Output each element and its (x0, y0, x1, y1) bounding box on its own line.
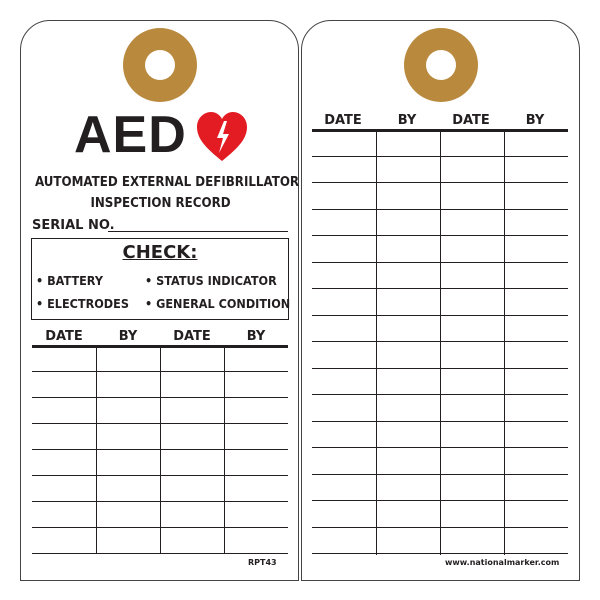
table-column-line (160, 345, 161, 554)
header-by-1: BY (397, 113, 417, 128)
table-column-line (224, 345, 225, 554)
check-item-electrodes: • ELECTRODES (36, 296, 129, 311)
header-date-1: DATE (45, 329, 83, 344)
serial-number-line[interactable] (108, 231, 288, 232)
serial-label: SERIAL NO. (32, 218, 115, 233)
check-item-general-condition: • GENERAL CONDITION (145, 296, 291, 311)
grommet-icon (404, 28, 478, 102)
header-date-2: DATE (452, 113, 490, 128)
check-box (31, 238, 289, 320)
check-item-battery: • BATTERY (36, 273, 104, 288)
header-by-2: BY (525, 113, 545, 128)
aed-title: AED (74, 106, 187, 164)
table-column-line (440, 129, 441, 555)
header-date-2: DATE (173, 329, 211, 344)
back-inspection-table[interactable] (312, 129, 568, 555)
subtitle-line2: INSPECTION RECORD (90, 196, 231, 211)
table-column-line (96, 345, 97, 554)
header-by-2: BY (246, 329, 266, 344)
back-tag (301, 20, 580, 581)
subtitle-line1: AUTOMATED EXTERNAL DEFIBRILLATOR (34, 175, 300, 190)
header-date-1: DATE (324, 113, 362, 128)
front-inspection-table[interactable] (32, 345, 288, 554)
check-title: CHECK: (122, 242, 198, 263)
check-item-status-indicator: • STATUS INDICATOR (145, 273, 277, 288)
front-tag (20, 20, 299, 581)
website-url: www.nationalmarker.com (445, 558, 560, 567)
product-code: RPT43 (248, 558, 277, 567)
grommet-icon (123, 28, 197, 102)
header-by-1: BY (118, 329, 138, 344)
heart-lightning-icon (196, 111, 248, 163)
table-column-line (376, 129, 377, 555)
table-column-line (504, 129, 505, 555)
